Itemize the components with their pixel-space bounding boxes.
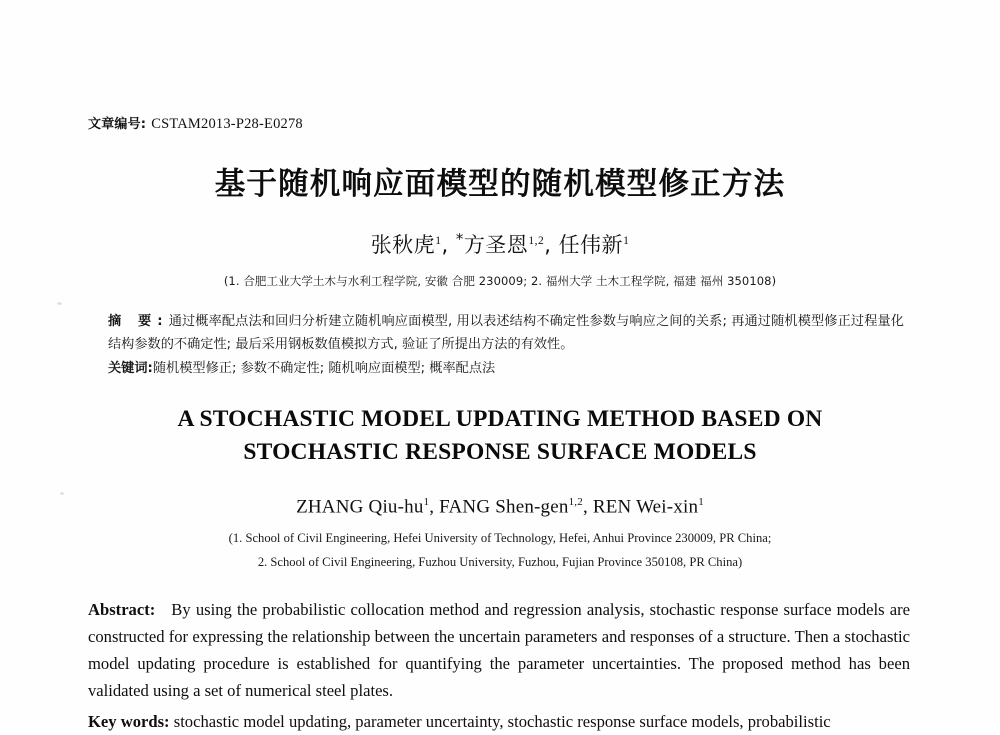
chinese-author-2-affil-marker: 1,2 [528, 235, 544, 247]
english-author-3: REN Wei-xin [593, 496, 698, 517]
chinese-keywords-text: 随机模型修正; 参数不确定性; 随机响应面模型; 概率配点法 [153, 361, 495, 376]
chinese-abstract [108, 311, 904, 356]
english-keywords-text: stochastic model updating, parameter uncertainty, stochastic response surface models, probabilistic [174, 712, 831, 731]
chinese-author-3: 任伟新 [559, 233, 624, 257]
chinese-author-sep-2: , [544, 233, 551, 257]
chinese-author-list [88, 229, 912, 259]
english-abstract-label: Abstract: [88, 600, 155, 619]
english-abstract-text: By using the probabilistic collocation method and regression analysis, stochastic response surface models are constructed for expressing the relationship between the uncertain parameters and responses of a structure. Then a stochastic model updating procedure is established for quantifying the parameter uncertainties. The proposed method has been validated using a set of numerical steel plates. [88, 600, 910, 700]
english-author-sep-1: , [429, 496, 434, 517]
chinese-author-3-affil-marker: 1 [623, 235, 629, 247]
paper-content [88, 0, 912, 735]
chinese-author-1: 张秋虎 [371, 233, 436, 257]
english-title-line-1: A STOCHASTIC MODEL UPDATING METHOD BASED ON [88, 403, 912, 436]
chinese-keywords [108, 358, 912, 381]
article-number-label: 文章编号: [88, 117, 146, 132]
english-keywords-label: Key words: [88, 712, 170, 731]
chinese-affiliation: (1. 合肥工业大学土木与水利工程学院, 安徽 合肥 230009; 2. 福州大学 土木工程学院, 福建 福州 350108) [88, 273, 912, 289]
english-abstract [88, 597, 910, 705]
chinese-author-2: 方圣恩 [464, 233, 529, 257]
scan-speckle [57, 302, 62, 305]
scan-speckle [60, 492, 64, 495]
english-author-1: ZHANG Qiu-hu [296, 496, 423, 517]
english-author-2: FANG Shen-gen [439, 496, 568, 517]
article-number [88, 113, 912, 133]
chinese-author-1-affil-marker: 1 [435, 235, 441, 247]
corresponding-author-marker: * [456, 230, 464, 248]
english-affiliation-line-1: (1. School of Civil Engineering, Hefei University of Technology, Hefei, Anhui Province 230009, PR China; [88, 527, 912, 551]
english-keywords [88, 709, 912, 735]
english-affiliation [88, 527, 912, 575]
english-title [88, 403, 912, 470]
english-author-sep-2: , [583, 496, 588, 517]
chinese-title: 基于随机响应面模型的随机模型修正方法 [88, 159, 912, 203]
english-author-list [88, 496, 912, 518]
chinese-keywords-label: 关键词: [108, 361, 153, 376]
english-author-2-affil-marker: 1,2 [569, 496, 583, 508]
english-affiliation-line-2: 2. School of Civil Engineering, Fuzhou University, Fuzhou, Fujian Province 350108, PR China) [88, 551, 912, 575]
english-author-3-affil-marker: 1 [698, 496, 704, 508]
chinese-author-sep-1: , [441, 233, 448, 257]
article-number-value: CSTAM2013-P28-E0278 [151, 116, 303, 132]
chinese-abstract-label: 摘 要: [108, 314, 169, 329]
english-title-line-2: STOCHASTIC RESPONSE SURFACE MODELS [88, 436, 912, 469]
english-author-1-affil-marker: 1 [424, 496, 430, 508]
chinese-abstract-text: 通过概率配点法和回归分析建立随机响应面模型, 用以表述结构不确定性参数与响应之间的关系; 再通过随机模型修正过程量化结构参数的不确定性; 最后采用钢板数值模拟方式, 验证了所提出方法的有效性。 [108, 314, 904, 352]
